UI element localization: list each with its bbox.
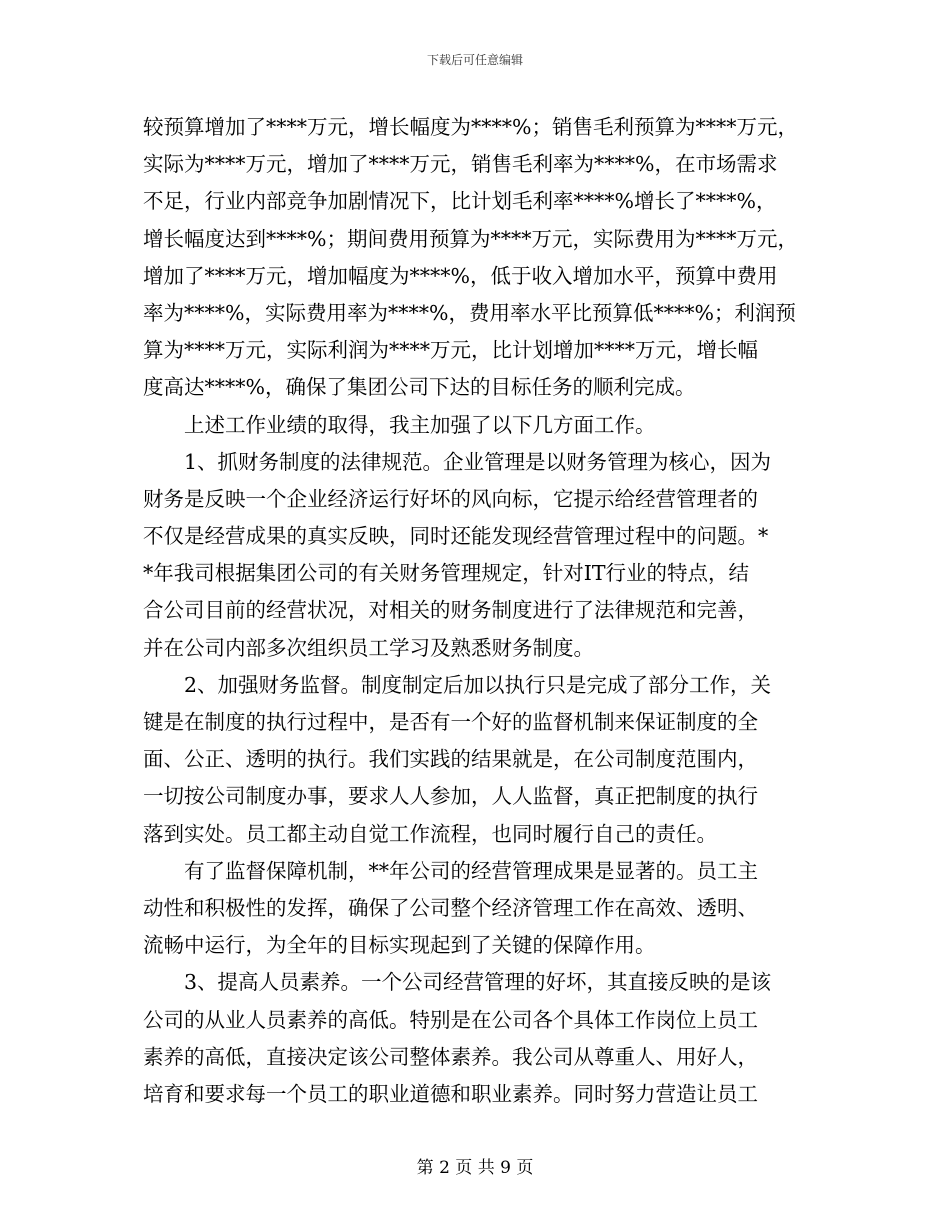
text-line: 上述工作业绩的取得，我主加强了以下几方面工作。 (143, 412, 656, 437)
text-line: 增长幅度达到****%；期间费用预算为****万元，实际费用为****万元， (143, 226, 798, 251)
document-body (143, 109, 813, 1113)
text-line: 公司的从业人员素养的高低。特别是在公司各个具体工作岗位上员工 (143, 1007, 758, 1032)
text-line: 较预算增加了****万元，增长幅度为****%；销售毛利预算为****万元， (143, 115, 798, 139)
text-line: 2、加强财务监督。制度制定后加以执行只是完成了部分工作，关 (143, 672, 772, 697)
text-line: 并在公司内部多次组织员工学习及熟悉财务制度。 (143, 635, 594, 660)
text-line: 财务是反映一个企业经济运行好坏的风向标，它提示给经营管理者的 (143, 486, 758, 511)
text-line: 实际为****万元，增加了****万元，销售毛利率为****%，在市场需求 (143, 152, 778, 177)
text-line: 素养的高低，直接决定该公司整体素养。我公司从尊重人、用好人， (143, 1044, 758, 1069)
text-line: 落到实处。员工都主动自觉工作流程，也同时履行自己的责任。 (143, 821, 717, 846)
text-line: 率为****%，实际费用率为****%，费用率水平比预算低****%；利润预 (143, 300, 796, 325)
text-line: 3、提高人员素养。一个公司经营管理的好坏，其直接反映的是该 (143, 970, 772, 995)
text-line: 有了监督保障机制，**年公司的经营管理成果是显著的。员工主 (143, 858, 758, 883)
text-line: 不仅是经营成果的真实反映，同时还能发现经营管理过程中的问题。* (143, 524, 769, 549)
text-line: 面、公正、透明的执行。我们实践的结果就是，在公司制度范围内， (143, 747, 758, 772)
text-line: 算为****万元，实际利润为****万元，比计划增加****万元，增长幅 (143, 338, 758, 363)
text-line: 一切按公司制度办事，要求人人参加，人人监督，真正把制度的执行 (143, 784, 758, 809)
text-line: 动性和积极性的发挥，确保了公司整个经济管理工作在高效、透明、 (143, 895, 758, 920)
text-line: *年我司根据集团公司的有关财务管理规定，针对IT行业的特点，结 (143, 561, 750, 586)
text-line: 键是在制度的执行过程中，是否有一个好的监督机制来保证制度的全 (143, 710, 758, 734)
text-line: 增加了****万元，增加幅度为****%，低于收入增加水平，预算中费用 (143, 263, 778, 288)
text-line: 合公司目前的经营状况，对相关的财务制度进行了法律规范和完善， (143, 598, 758, 623)
text-line: 度高达****%，确保了集团公司下达的目标任务的顺利完成。 (143, 375, 696, 400)
text-line: 不足，行业内部竞争加剧情况下，比计划毛利率****%增长了****%， (143, 189, 777, 214)
page-header: 下载后可任意编辑 (426, 53, 523, 67)
text-line: 培育和要求每一个员工的职业道德和职业素养。同时努力营造让员工 (143, 1081, 758, 1106)
page-number: 第 2 页 共 9 页 (416, 1158, 534, 1178)
text-line: 流畅中运行，为全年的目标实现起到了关键的保障作用。 (143, 933, 656, 958)
text-line: 1、抓财务制度的法律规范。企业管理是以财务管理为核心，因为 (143, 449, 772, 474)
